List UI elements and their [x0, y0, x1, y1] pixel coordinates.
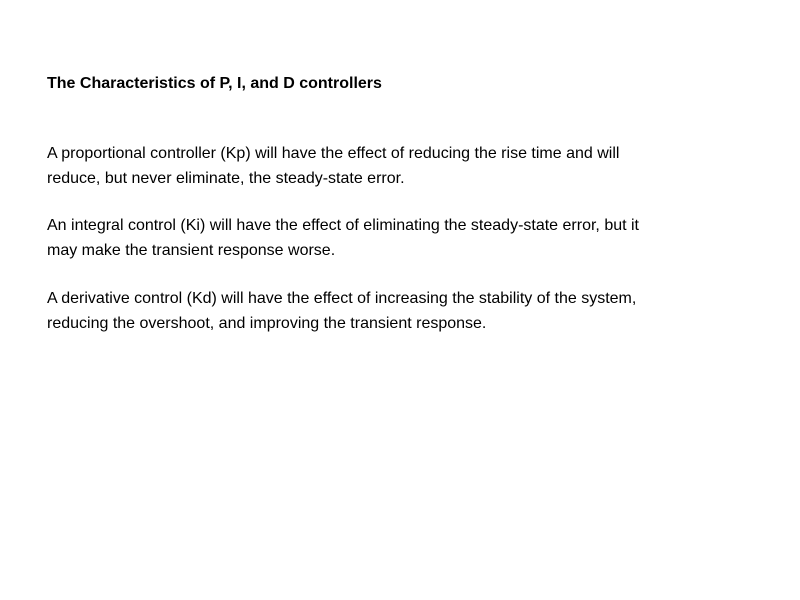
paragraph-line: An integral control (Ki) will have the effect of eliminating the steady-state error, but it: [47, 217, 639, 234]
paragraph-derivative-control: [47, 286, 757, 336]
paragraph-line: reducing the overshoot, and improving the transient response.: [47, 315, 487, 332]
paragraph-line: reduce, but never eliminate, the steady-state error.: [47, 170, 405, 187]
paragraph-line: A derivative control (Kd) will have the effect of increasing the stability of the system,: [47, 290, 637, 307]
paragraph-line: may make the transient response worse.: [47, 242, 336, 259]
paragraph-integral-control: [47, 213, 757, 263]
paragraph-proportional-controller: [47, 141, 757, 191]
document-title: The Characteristics of P, I, and D controllers: [47, 75, 382, 92]
paragraph-line: A proportional controller (Kp) will have the effect of reducing the rise time and will: [47, 145, 620, 162]
